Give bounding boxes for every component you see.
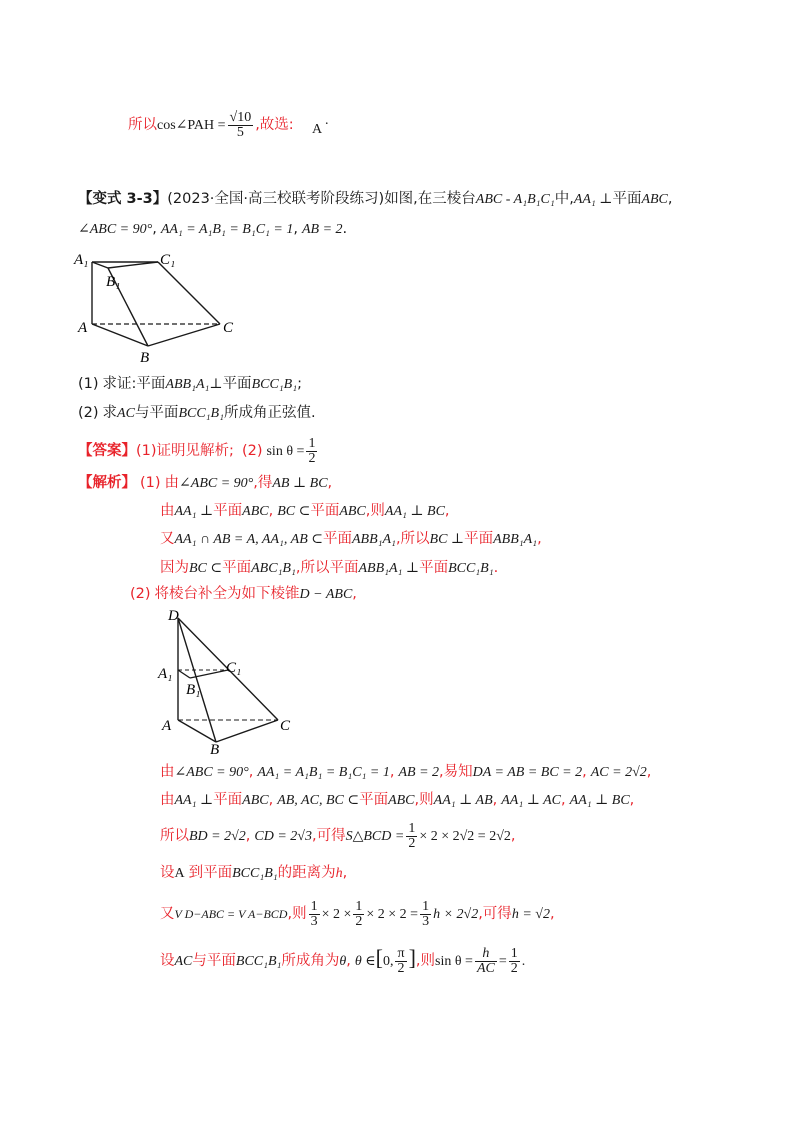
text: , — [389, 764, 395, 780]
fraction — [395, 947, 406, 976]
expr: V D−ABC = V A−BCD — [174, 907, 288, 921]
bracket-open: [ — [375, 945, 383, 970]
fraction-denominator: 2 — [308, 450, 316, 466]
fraction-denominator: 2 — [397, 960, 405, 976]
edge-cc1 — [158, 262, 220, 324]
edge-a1b1 — [92, 262, 108, 268]
fraction-numerator: 1 — [408, 820, 416, 836]
fraction-denominator: 3 — [310, 913, 318, 929]
fraction-denominator: AC — [476, 960, 495, 976]
text: 平面 — [322, 531, 352, 547]
question-text: 平面 — [222, 376, 252, 392]
question-text: 求证:平面 — [102, 376, 166, 392]
expr: AA₁ ⊥ AB — [433, 793, 493, 808]
text: , — [549, 906, 555, 922]
edge-a1b1 — [178, 670, 190, 678]
text: 由 — [160, 503, 175, 519]
fraction-numerator: √10 — [229, 109, 252, 125]
label-c: C — [223, 320, 234, 336]
text: 平面 — [213, 503, 243, 519]
analysis-line-1 — [78, 472, 332, 494]
text: 平面 — [310, 503, 340, 519]
expr: ABC — [242, 793, 269, 808]
question-text: 与平面 — [134, 405, 179, 421]
analysis-line-10 — [160, 938, 525, 978]
text: 平面 — [222, 560, 252, 576]
expr: AA₁ ⊥ AC — [501, 793, 562, 808]
text: , — [646, 764, 652, 780]
expr: ABC₁B₁ — [251, 561, 296, 576]
frustum-figure — [70, 248, 250, 368]
part-number: (2) — [130, 586, 151, 602]
problem-source: (2023·全国·高三校联考阶段练习) — [167, 191, 385, 207]
fraction-numerator: 1 — [355, 898, 363, 914]
text: ,易知 — [439, 764, 473, 780]
label-a: A — [78, 320, 88, 336]
expr: A — [174, 866, 185, 881]
expr: BC ⊥ — [429, 532, 465, 547]
label-b1: B₁ — [106, 274, 121, 290]
text: , — [268, 792, 274, 808]
expr: AA₁ ⊥ — [174, 793, 214, 808]
fraction-denominator: 5 — [236, 124, 244, 140]
problem-stem-expr-2: AA₁ ⊥ — [573, 192, 613, 207]
text: . — [493, 560, 499, 576]
prev-solution-choice: A — [312, 122, 323, 137]
expr: AA₁ ⊥ — [174, 504, 214, 519]
question-1 — [78, 373, 302, 395]
prev-solution-choose-label: ,故选: — [255, 117, 294, 133]
expr: sin θ = — [435, 954, 473, 969]
label-a: A — [162, 718, 172, 734]
text: 由 — [160, 792, 175, 808]
analysis-line-9 — [160, 896, 555, 932]
text: , — [342, 865, 348, 881]
fraction-numerator: h — [475, 947, 497, 962]
problem-angle-condition: ∠ABC = 90° — [78, 222, 153, 237]
question-number: (2) — [78, 405, 99, 421]
text: , — [537, 531, 542, 547]
text: , — [629, 792, 635, 808]
question-number: (1) — [78, 376, 99, 392]
expr: CD = 2√3 — [254, 829, 312, 844]
period: . — [342, 221, 348, 237]
text: 平面 — [213, 792, 243, 808]
fraction — [353, 900, 364, 929]
text: 平面 — [464, 531, 494, 547]
period: . — [521, 954, 526, 969]
answer-fraction — [306, 437, 317, 466]
text: 由 — [160, 764, 175, 780]
edge-b1c1 — [108, 262, 158, 268]
problem-stem-expr-1: ABC - A₁B₁C₁ — [475, 192, 555, 207]
expr: θ — [339, 954, 347, 969]
text: ,得 — [253, 475, 273, 491]
expr: AB ⊥ BC — [272, 476, 328, 491]
expr: AA₁ = A₁B₁ = B₁C₁ = 1 — [257, 765, 390, 780]
expr: h — [335, 866, 343, 881]
label-b: B — [210, 742, 220, 756]
fraction-denominator: 2 — [408, 835, 416, 851]
expr: ABC — [339, 504, 366, 519]
text: ,则 — [414, 792, 434, 808]
text: 又 — [160, 906, 175, 922]
edge-bc — [148, 324, 220, 346]
problem-stem-1: 如图,在三棱台 — [384, 191, 476, 207]
expr: AB, AC, BC ⊂ — [277, 793, 360, 808]
expr: θ ∈ — [354, 954, 376, 969]
prev-solution-fraction — [228, 111, 254, 140]
fraction — [509, 947, 520, 976]
fraction-denominator: 2 — [355, 913, 363, 929]
semicolon: ; — [297, 376, 302, 392]
text: 由 — [164, 475, 180, 491]
expr: AC — [174, 954, 193, 969]
analysis-tag: 【解析】 — [78, 475, 136, 491]
expr: AA₁ ⊥ BC — [569, 793, 630, 808]
label-c1: C₁ — [226, 660, 242, 676]
answer-part-2: (2) — [241, 443, 263, 459]
analysis-line-5 — [160, 761, 651, 783]
analysis-line-2 — [160, 500, 450, 522]
expr: ∠ABC = 90° — [174, 765, 249, 780]
edge-bc — [216, 720, 278, 742]
text: 平面 — [359, 792, 389, 808]
expr: BD = 2√2 — [189, 829, 246, 844]
part-number: (1) — [140, 475, 161, 491]
text: 因为 — [160, 560, 189, 576]
expr: BCC₁B₁ — [448, 561, 494, 576]
fraction-numerator: 1 — [308, 435, 316, 451]
fraction — [420, 900, 431, 929]
problem-tag: 【变式 3-3】 — [78, 191, 168, 207]
expr: AA₁ ⊥ BC — [384, 504, 445, 519]
text: , — [248, 764, 254, 780]
problem-ab-condition: AB = 2 — [301, 222, 343, 237]
prev-solution-prefix: 所以 — [128, 117, 157, 133]
label-a1: A₁ — [158, 666, 173, 682]
plane-abb1a1: ABB₁A₁ — [165, 377, 210, 392]
answer-tag: 【答案】 — [78, 443, 136, 459]
text: 又 — [160, 531, 175, 547]
fraction-numerator: 1 — [422, 898, 430, 914]
text: , — [444, 503, 450, 519]
expr: ABB₁A₁ — [493, 532, 538, 547]
text: , — [352, 586, 357, 602]
problem-line-2 — [78, 218, 347, 240]
fraction — [406, 822, 417, 851]
expr: AA₁ ∩ AB = A, AA₁, AB ⊂ — [174, 532, 323, 547]
expr: × 2 × 2 = — [366, 907, 419, 922]
text: ,则 — [287, 906, 307, 922]
expr: × 2 × 2√2 = 2√2 — [419, 829, 511, 844]
analysis-line-8 — [160, 862, 347, 884]
fraction-denominator: 2 — [510, 960, 518, 976]
fraction-denominator: 3 — [422, 913, 430, 929]
problem-stem-4: , — [667, 191, 673, 207]
answer-line — [78, 434, 319, 468]
label-c: C — [280, 718, 291, 734]
expr: = — [498, 954, 507, 969]
label-a1: A₁ — [74, 252, 89, 268]
label-b1: B₁ — [186, 682, 201, 698]
bracket-close: ] — [408, 945, 416, 970]
label-d: D — [168, 608, 179, 624]
text: 所成角为 — [281, 953, 340, 969]
fraction-numerator: π — [397, 945, 405, 961]
pyramid-figure — [150, 604, 310, 756]
expr: BC ⊂ — [277, 504, 311, 519]
text: 到平面 — [188, 865, 233, 881]
text: 设 — [160, 953, 175, 969]
separator: , — [293, 221, 298, 237]
text: , — [561, 792, 566, 808]
expr: × 2 × — [321, 907, 352, 922]
text: ,所以 — [395, 531, 430, 547]
problem-length-condition: AA₁ = A₁B₁ = B₁C₁ = 1 — [160, 222, 294, 237]
analysis-line-6 — [160, 789, 634, 811]
text: 平面 — [419, 560, 449, 576]
analysis-line-4 — [160, 557, 498, 579]
label-b: B — [140, 350, 150, 366]
analysis-part-2-heading — [130, 583, 357, 605]
text: , — [346, 953, 351, 969]
prev-solution-expr: cos∠PAH = — [157, 118, 226, 133]
expr: S△BCD = — [345, 829, 405, 844]
text: 设 — [160, 865, 175, 881]
expr: D − ABC — [299, 587, 353, 602]
text: ,则 — [415, 953, 435, 969]
expr: ABC — [242, 504, 269, 519]
expr: AC = 2√2 — [590, 765, 647, 780]
problem-line-1 — [78, 188, 673, 210]
text: 与平面 — [192, 953, 236, 969]
text: ,则 — [365, 503, 385, 519]
text: ,所以平面 — [295, 560, 359, 576]
expr: 0, — [382, 954, 394, 969]
problem-stem-2: 中, — [554, 191, 574, 207]
analysis-line-3 — [160, 528, 542, 550]
expr: h × 2√2 — [433, 907, 479, 922]
answer-expr: sin θ = — [266, 444, 305, 459]
edge-ab — [92, 324, 148, 346]
problem-stem-3: 平面 — [612, 191, 642, 207]
expr: BCC₁B₁ — [235, 954, 282, 969]
fraction — [475, 947, 497, 976]
fraction — [309, 900, 320, 929]
text: 所以 — [160, 828, 189, 844]
text: 将棱台补全为如下棱锥 — [154, 586, 300, 602]
fraction-numerator: 1 — [510, 945, 518, 961]
separator: , — [152, 221, 157, 237]
label-c1: C₁ — [160, 252, 176, 268]
analysis-line-7 — [160, 818, 516, 854]
text: ,可得 — [478, 906, 512, 922]
question-2 — [78, 402, 316, 424]
question-text: 求 — [102, 405, 118, 421]
expr: ∠ABC = 90° — [179, 476, 254, 491]
text: , — [582, 764, 587, 780]
expr: ABB₁A₁ — [351, 532, 396, 547]
expr: ABB₁A₁ ⊥ — [358, 561, 420, 576]
prev-solution-line — [128, 107, 294, 143]
fraction-numerator: 1 — [310, 898, 318, 914]
text: , — [268, 503, 274, 519]
expr: BC ⊂ — [189, 561, 223, 576]
line-ac: AC — [117, 406, 135, 421]
plane-bcc1b1: BCC₁B₁ — [251, 377, 298, 392]
expr: ABC — [388, 793, 415, 808]
text: , — [492, 792, 498, 808]
expr: DA = AB = BC = 2 — [472, 765, 583, 780]
text: 的距离为 — [277, 865, 336, 881]
expr: BCC₁B₁ — [232, 866, 278, 881]
expr: h = √2 — [511, 907, 550, 922]
text: , — [510, 828, 516, 844]
expr: AB = 2 — [398, 765, 440, 780]
answer-part-1: (1)证明见解析; — [136, 443, 234, 459]
plane-bcc1b1: BCC₁B₁ — [178, 406, 224, 421]
text: ,可得 — [312, 828, 346, 844]
text: , — [245, 828, 251, 844]
text: , — [327, 475, 333, 491]
problem-stem-expr-3: ABC — [641, 192, 668, 207]
question-text: 所成角正弦值. — [223, 405, 316, 421]
perp-symbol: ⊥ — [209, 377, 223, 392]
prev-solution-end: . — [325, 113, 329, 128]
